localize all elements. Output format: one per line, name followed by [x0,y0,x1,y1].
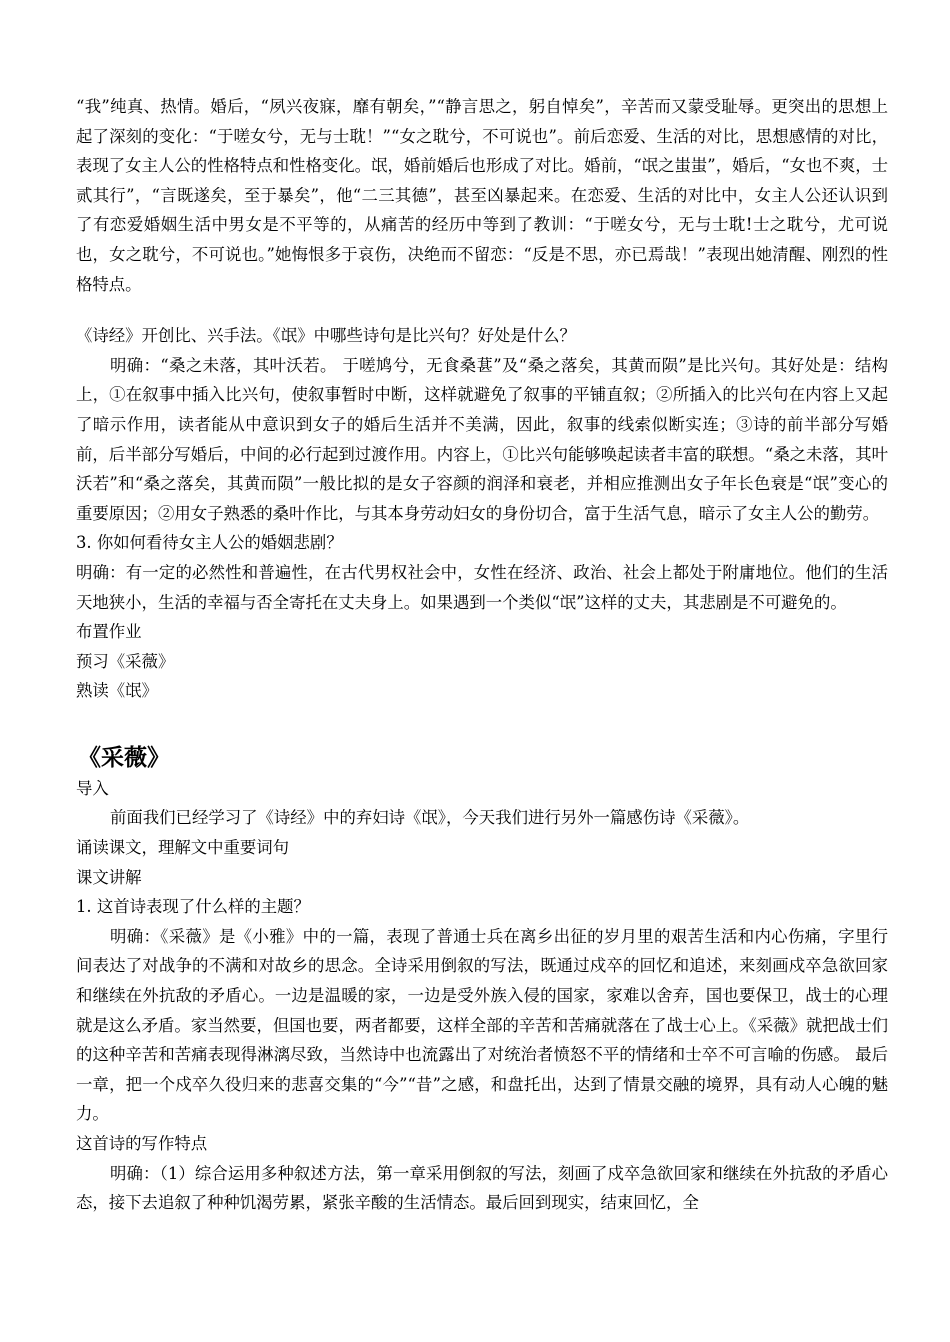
document-page [76,92,888,1218]
spacer [76,706,888,742]
lecture-heading: 课文讲解 [76,867,142,887]
question-3: 3. 你如何看待女主人公的婚姻悲剧？ [76,533,343,553]
intro-label: 导入 [76,778,109,798]
feature-heading: 这首诗的写作特点 [76,1134,208,1153]
feature-text: 明确：（1）综合运用多种叙述方法，第一章采用倒叙的写法，刻画了戍卒急欲回家和继续在外抗敌的矛盾心态，接下去追叙了种种饥渴劳累，紧张辛酸的生活情态。最后回到现实，结束回忆，全 [76,1163,888,1213]
spacer [76,299,888,321]
question-1: 1. 这首诗表现了什么样的主题？ [76,897,310,917]
answer-1: 明确：《采薇》是《小雅》中的一篇，表现了普通士兵在离乡出征的岁月里的艰苦生活和内心伤痛，字里行间表达了对战争的不满和对故乡的思念。全诗采用倒叙的写法，既通过戍卒的回忆和追述，来刻画戍卒急欲回家和继续在外抗敌的矛盾心。一边是温暖的家，一边是受外族入侵的国家，家难以舍弃，国也要保卫，战士的心理就是这么矛盾。家当然要，但国也要，两者都要，这样全部的辛苦和苦痛就落在了战士心上。《采薇》就把战士们的这种辛苦和苦痛表现得淋漓尽致，当然诗中也流露出了对统治者愤怒不平的情绪和士卒不可言喻的伤感。 最后一章，把一个戍卒久役归来的悲喜交集的“今”“昔”之感，和盘托出，达到了情景交融的境界，具有动人心魄的魅力。 [76,926,888,1124]
answer-3: 明确：有一定的必然性和普遍性，在古代男权社会中，女性在经济、政治、社会上都处于附庸地位。他们的生活天地狭小，生活的幸福与否全寄托在丈夫身上。如果遇到一个类似“氓”这样的丈夫，其悲剧是不可避免的。 [76,562,888,612]
homework-item: 熟读《氓》 [76,681,158,701]
homework-item: 预习《采薇》 [76,651,175,671]
homework-heading: 布置作业 [76,622,142,642]
question-2: 《诗经》开创比、兴手法。《氓》中哪些诗句是比兴句？好处是什么？ [76,326,576,346]
intro-text: 前面我们已经学习了《诗经》中的弃妇诗《氓》，今天我们进行另外一篇感伤诗《采薇》。 [110,808,750,828]
reading-heading: 诵读课文，理解文中重要词句 [76,838,290,858]
analysis-paragraph: “我”纯真、热情。婚后，“夙兴夜寐，靡有朝矣，”“静言思之，躬自悼矣”，辛苦而又蒙受耻辱。更突出的思想上起了深刻的变化：“于嗟女兮，无与士耽！”“女之耽兮，不可说也”。前后恋爱、生活的对比，思想感情的对比，表现了女主人公的性格特点和性格变化。氓，婚前婚后也形成了对比。婚前，“氓之蚩蚩”，婚后，“女也不爽，士贰其行”，“言既遂矣，至于暴矣”，他“二三其德”，甚至凶暴起来。在恋爱、生活的对比中，女主人公还认识到了有恋爱婚姻生活中男女是不平等的，从痛苦的经历中等到了教训：“于嗟女兮，无与士耽!士之耽兮，尤可说也，女之耽兮，不可说也。”她悔恨多于哀伤，决绝而不留恋：“反是不思，亦已焉哉！”表现出她清醒、刚烈的性格特点。 [76,97,888,294]
section-title: 《采薇》 [78,744,170,771]
answer-2: 明确：“桑之未落，其叶沃若。 于嗟鸠兮，无食桑葚”及“桑之落矣，其黄而陨”是比兴句。其好处是：结构上，①在叙事中插入比兴句，使叙事暂时中断，这样就避免了叙事的平铺直叙；②所插入的比兴句在内容上又起了暗示作用，读者能从中意识到女子的婚后生活并不美满，因此，叙事的线索似断实连；③诗的前半部分写婚前，后半部分写婚后，中间的必行起到过渡作用。内容上，①比兴句能够唤起读者丰富的联想。“桑之未落，其叶沃若”和“桑之落矣，其黄而陨”一般比拟的是女子容颜的润泽和衰老，并相应推测出女子年长色衰是“氓”变心的重要原因；②用女子熟悉的桑叶作比，与其本身劳动妇女的身份切合，富于生活气息，暗示了女主人公的勤劳。 [76,355,888,523]
